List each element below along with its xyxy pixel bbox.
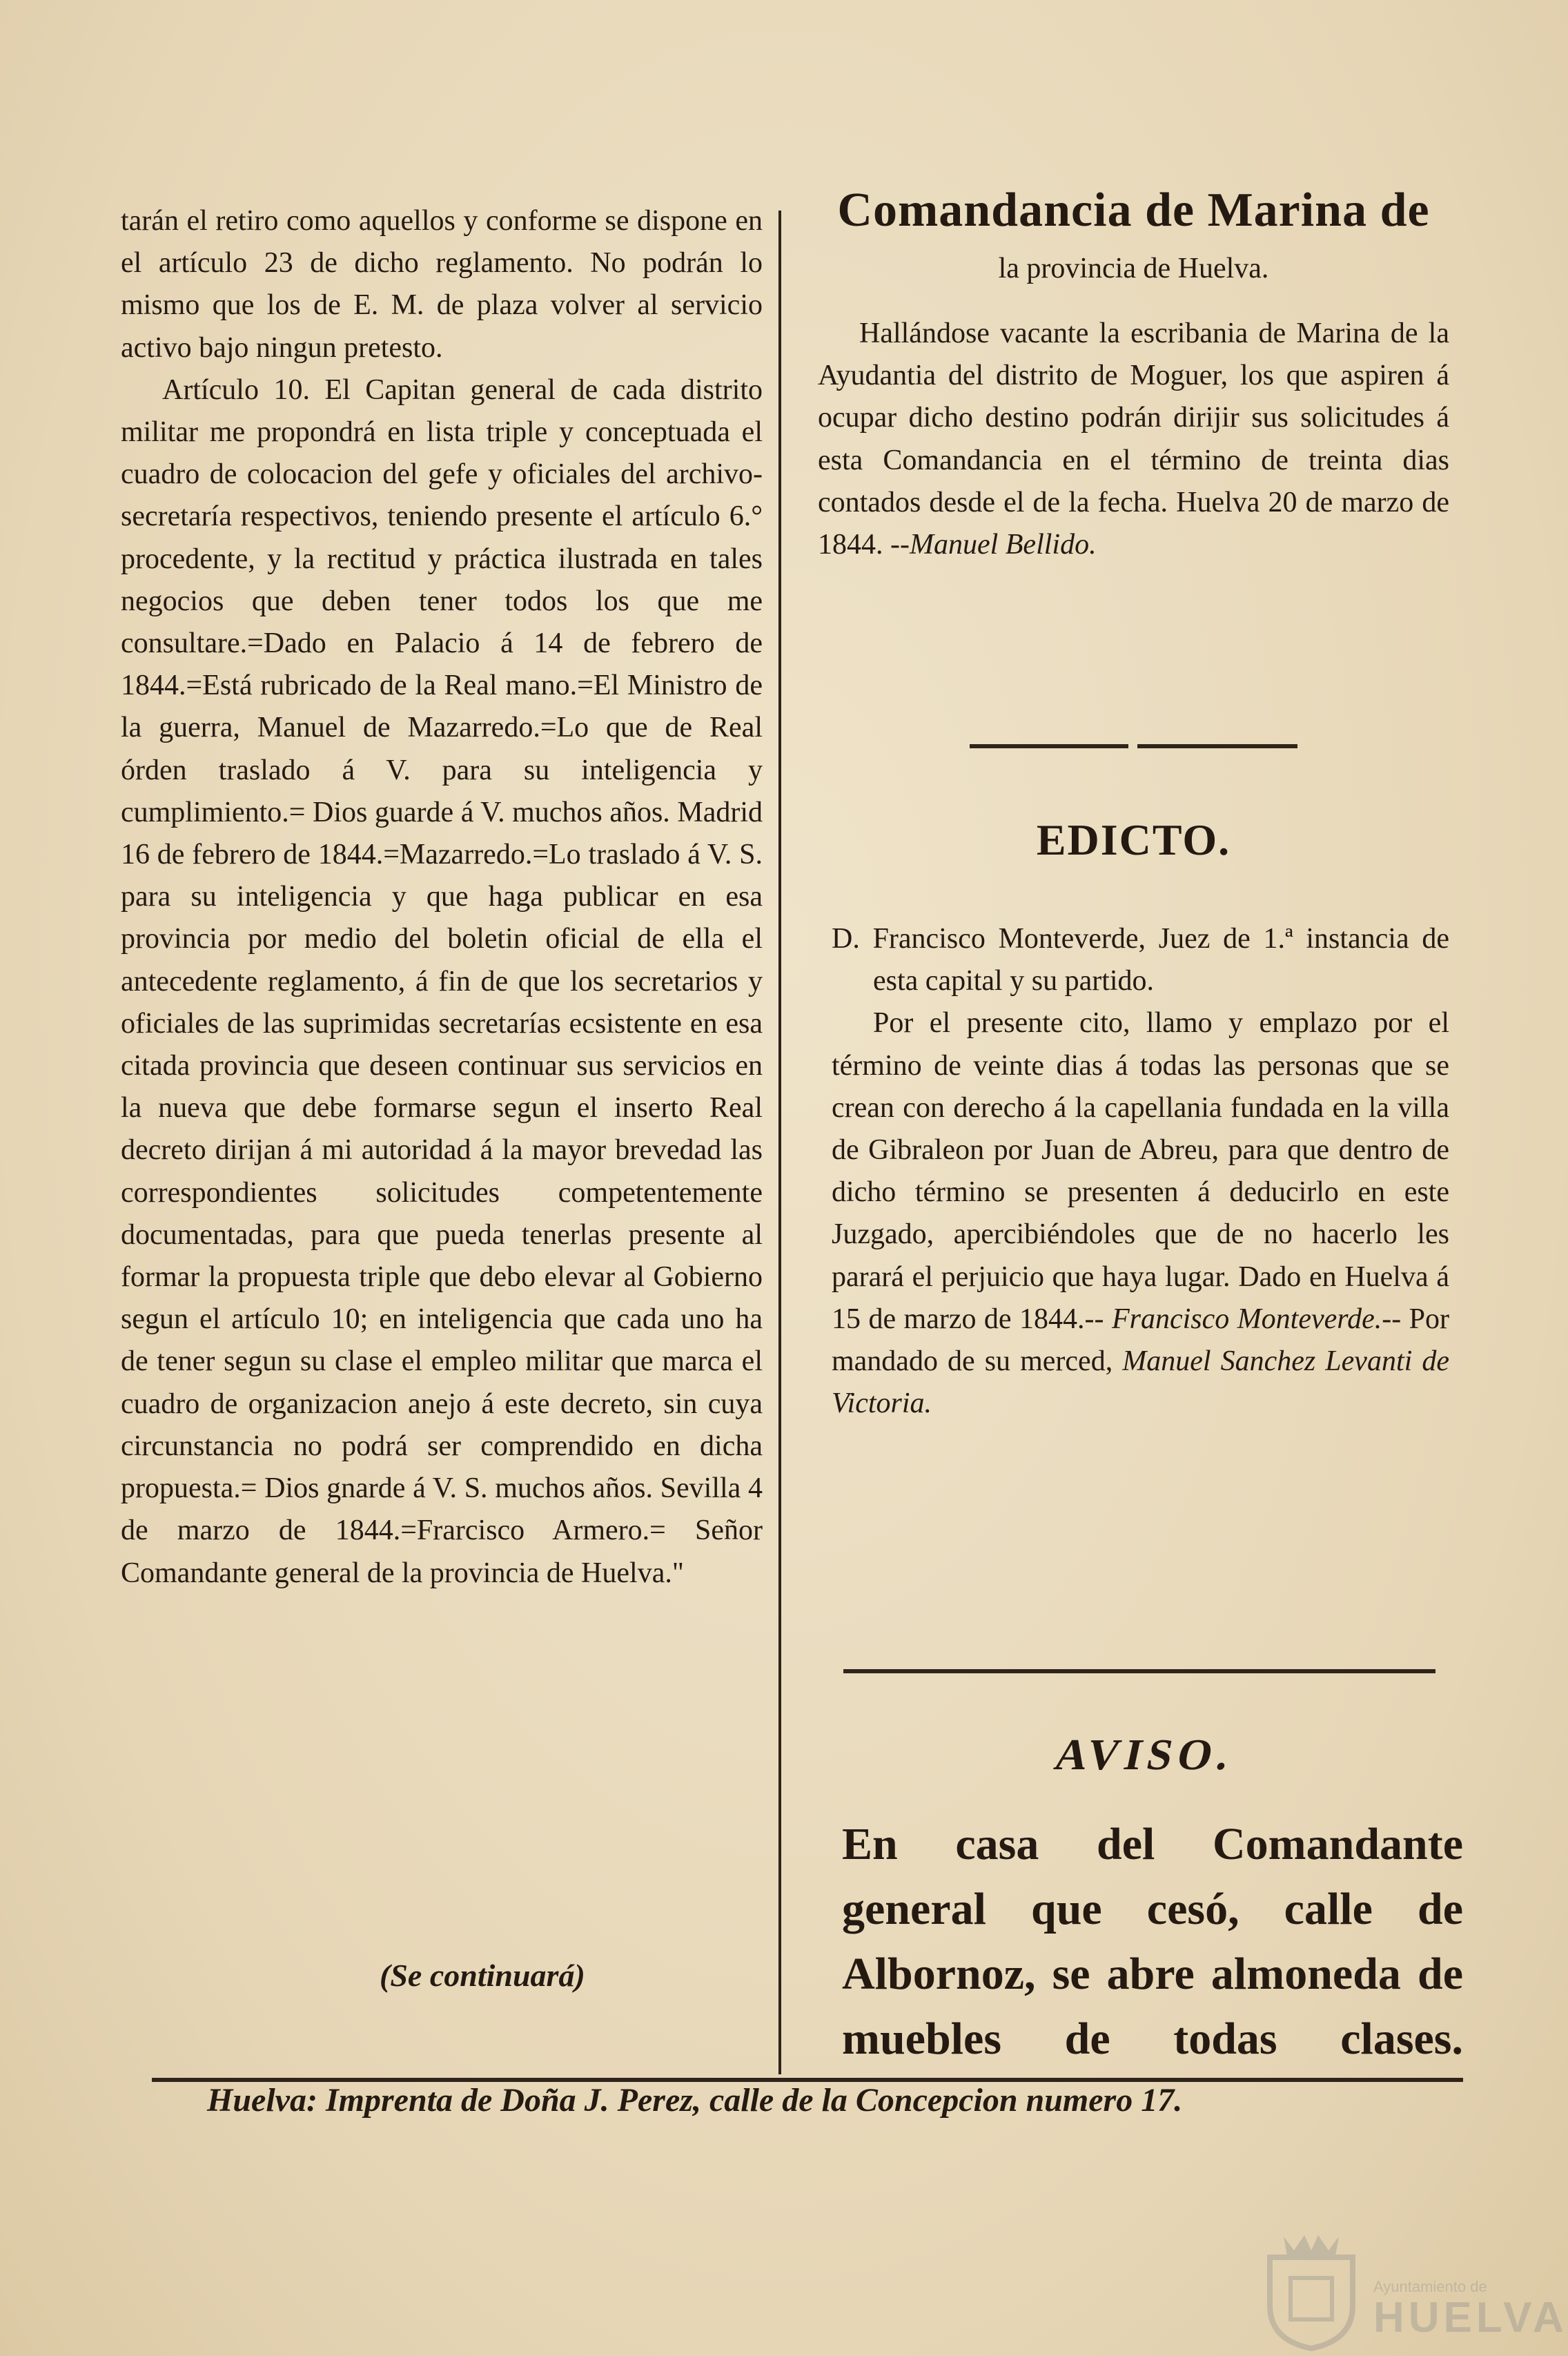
- aviso-title: AVISO.: [1050, 1730, 1240, 1779]
- comandancia-signature: --Manuel Bellido.: [890, 529, 1097, 561]
- left-column: [121, 200, 763, 1595]
- watermark-logo: [1260, 2230, 1568, 2353]
- aviso-rule: [843, 1669, 1435, 1673]
- edicto-section: [832, 918, 1449, 1425]
- edicto-body: Por el presente cito, llamo y emplazo por el término de veinte dias á todas las personas que se crean con derecho á la capellania fundada en la villa de Gibraleon por Juan de Abreu, para que dentro de dicho término se presenten á deducirlo en este Juzgado, apercibiéndoles que de no hacerlo les parará el perjuicio que haya lugar. Dado en Huelva á 15 de marzo de 1844.-- Francisco Monteverde.-- Por mandado de su merced, Manuel Sanchez Levanti de Victoria.: [832, 1007, 1449, 1420]
- shield-icon: [1260, 2230, 1363, 2350]
- continued-note: (Se continuará): [380, 1958, 585, 1993]
- section-rule-left: [970, 744, 1128, 748]
- edicto-intro: D. Francisco Monteverde, Juez de 1.ª instancia de esta capital y su partido.: [832, 923, 1449, 997]
- comandancia-subtitle: la provincia de Huelva.: [998, 253, 1269, 284]
- footer-imprint: Huelva: Imprenta de Doña J. Perez, calle de la Concepcion numero 17.: [207, 2082, 1183, 2119]
- comandancia-title: Comandancia de Marina de: [837, 184, 1430, 237]
- comandancia-body: Hallándose vacante la escribania de Marina de la Ayudantia del distrito de Moguer, los que aspiren á ocupar dicho destino podrán dirijir sus solicitudes á esta Comandancia en el término de treinta dias contados desde el de la fecha. Huelva 20 de marzo de 1844. --Manuel Bellido.: [818, 318, 1449, 561]
- comandancia-section: [818, 183, 1449, 566]
- section-rule-right: [1137, 744, 1297, 748]
- watermark-line1: Ayuntamiento de: [1373, 2278, 1487, 2295]
- edicto-signature-judge: Francisco Monteverde.--: [1111, 1303, 1402, 1335]
- article-continuation: tarán el retiro como aquellos y conforme se dispone en el artículo 23 de dicho reglamento. No podrán lo mismo que los de E. M. de plaza volver al servicio activo bajo ningun pretesto.: [121, 205, 763, 364]
- edicto-title: EDICTO.: [1036, 815, 1231, 864]
- edicto-signature-clerk: Manuel Sanchez Levanti de Victoria.: [832, 1345, 1449, 1420]
- aviso-body: En casa del Comandante general que cesó, calle de Albornoz, se abre almoneda de muebles de todas clases.: [842, 1819, 1463, 2064]
- column-divider: [778, 211, 781, 2074]
- article-10-paragraph: Artículo 10. El Capitan general de cada distrito militar me propondrá en lista triple y conceptuada el cuadro de colocacion del gefe y oficiales del archivo-secretaría respectivos, teniendo presente el artículo 6.° procedente, y la rectitud y práctica ilustrada en tales negocios que deben tener todos los que me consultare.=Dado en Palacio á 14 de febrero de 1844.=Está rubricado de la Real mano.=El Ministro de la guerra, Manuel de Mazarredo.=Lo que de Real órden traslado á V. para su inteligencia y cumplimiento.= Dios guarde á V. muchos años. Madrid 16 de febrero de 1844.=Mazarredo.=Lo traslado á V. S. para su inteligencia y que haga publicar en esa provincia por medio del boletin oficial de ella el antecedente reglamento, á fin de que los secretarios y oficiales de las suprimidas secretarías ecsistente en esa citada provincia que deseen continuar sus servicios en la nueva que debe formarse segun el inserto Real decreto dirijan á mi autoridad á la mayor brevedad las correspondientes solicitudes competentemente documentadas, para que pueda tenerlas presente al formar la propuesta triple que debo elevar al Gobierno segun el artículo 10; en inteligencia que cada uno ha de tener segun su clase el empleo militar que marca el cuadro de organizacion anejo á este decreto, sin cuya circunstancia no podrá ser comprendido en dicha propuesta.= Dios gnarde á V. S. muchos años. Sevilla 4 de marzo de 1844.=Frarcisco Armero.= Señor Comandante general de la provincia de Huelva.": [121, 373, 763, 1589]
- watermark-line2: HUELVA: [1373, 2294, 1568, 2342]
